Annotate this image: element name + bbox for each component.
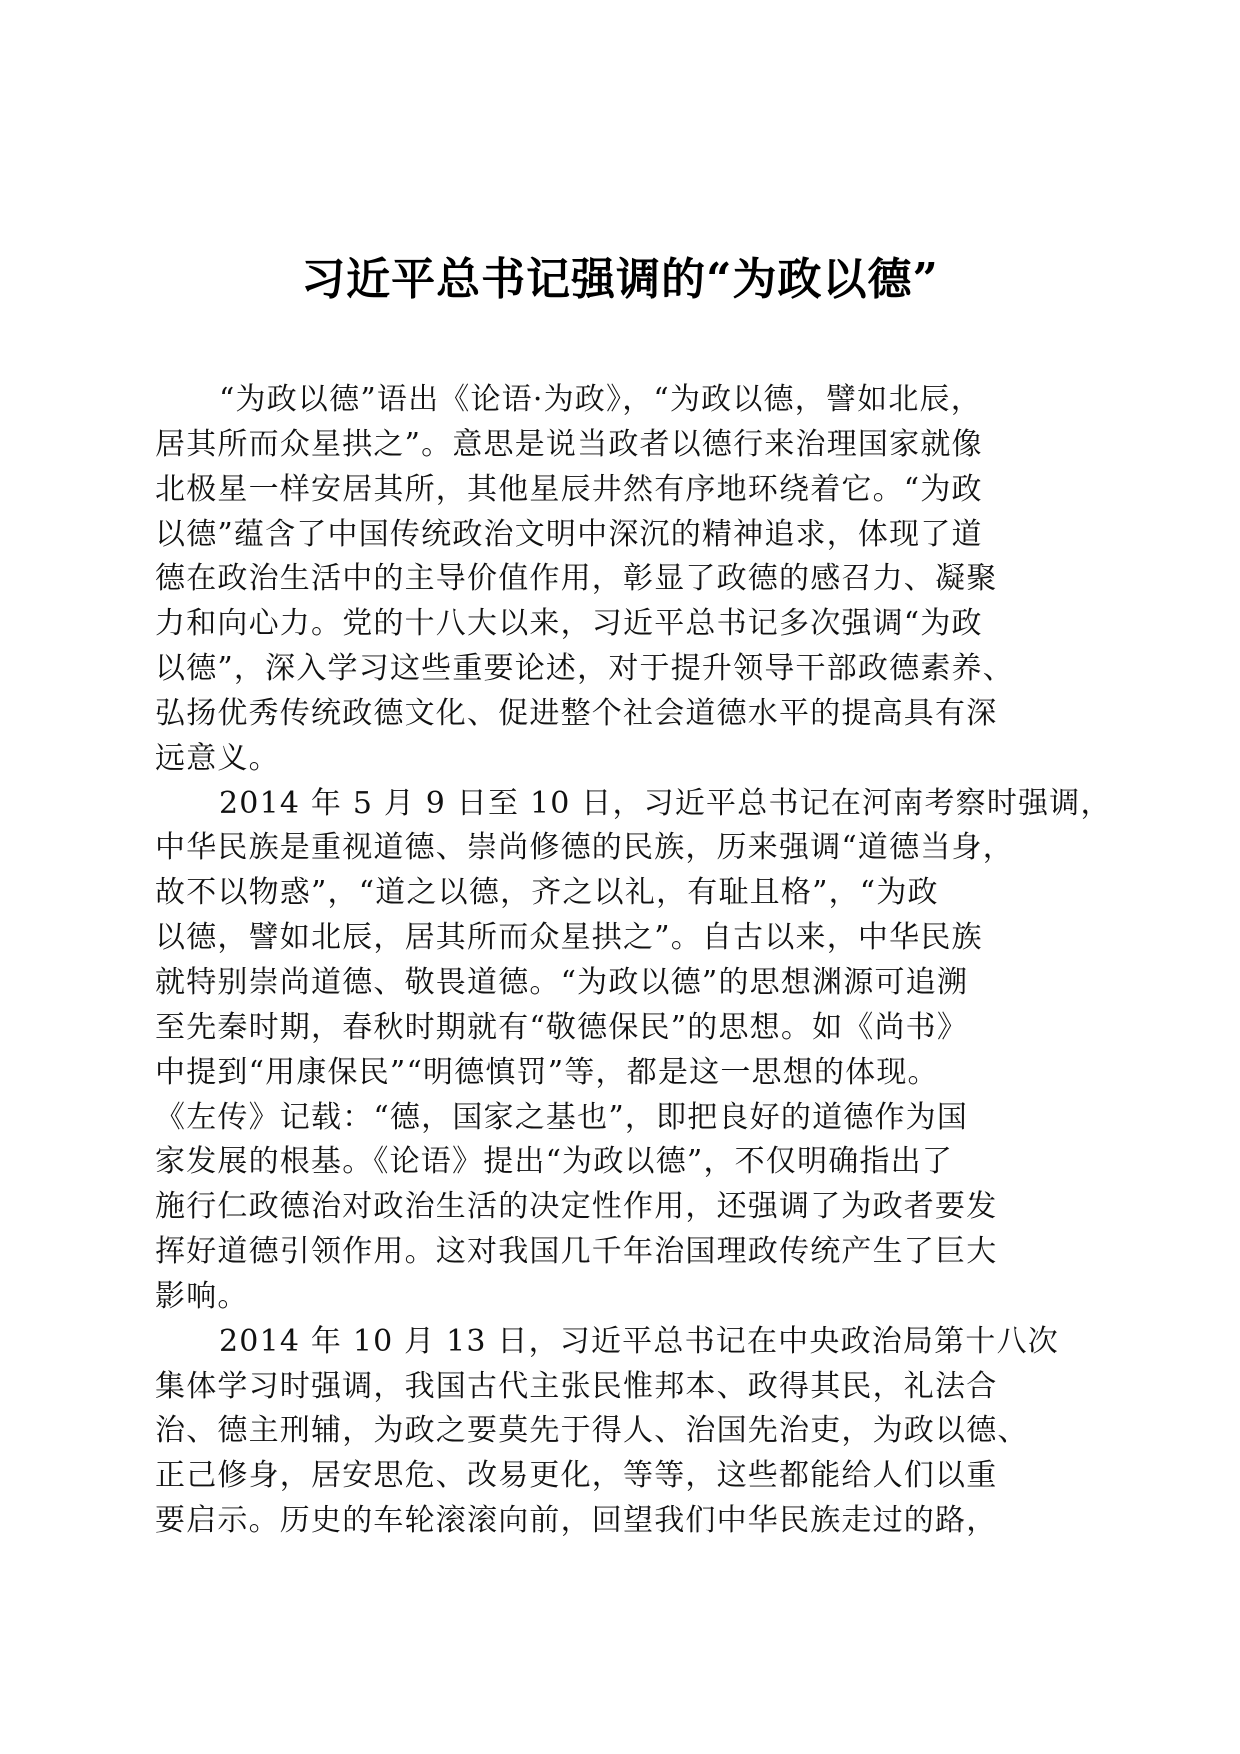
text-line: 故不以物惑”，“道之以德，齐之以礼，有耻且格”，“为政: [155, 875, 939, 911]
text-line: 治、德主刑辅，为政之要莫先于得人、治国先治吏，为政以德、: [155, 1413, 1029, 1449]
text-line: 远意义。: [155, 740, 280, 776]
text-line: 弘扬优秀传统政德文化、促进整个社会道德水平的提高具有深: [155, 695, 998, 731]
text-line: 中华民族是重视道德、崇尚修德的民族，历来强调“道德当身，: [155, 830, 1014, 866]
text-line: 以德，譬如北辰，居其所而众星拱之”。自古以来，中华民族: [155, 920, 983, 956]
text-line: 至先秦时期，春秋时期就有“敬德保民”的思想。如《尚书》: [155, 1009, 969, 1045]
document-body: [155, 378, 1112, 1544]
text-line: 2014 年 5 月 9 日至 10 日，习近平总书记在河南考察时强调，: [219, 785, 1112, 821]
text-line: 中提到“用康保民”“明德慎罚”等，都是这一思想的体现。: [155, 1054, 939, 1090]
text-line: 要启示。历史的车轮滚滚向前，回望我们中华民族走过的路，: [155, 1503, 998, 1539]
text-line: 力和向心力。党的十八大以来，习近平总书记多次强调“为政: [155, 606, 983, 642]
text-line: 挥好道德引领作用。这对我国几千年治国理政传统产生了巨大: [155, 1234, 998, 1270]
text-line: 居其所而众星拱之”。意思是说当政者以德行来治理国家就像: [155, 426, 983, 462]
text-line: 施行仁政德治对政治生活的决定性作用，还强调了为政者要发: [155, 1189, 998, 1225]
text-line: 以德”蕴含了中国传统政治文明中深沉的精神追求，体现了道: [155, 516, 983, 552]
document-title: 习近平总书记强调的“为政以德”: [301, 254, 939, 305]
paragraph-3: [155, 1320, 1085, 1544]
text-line: 影响。: [155, 1278, 249, 1314]
text-line: 2014 年 10 月 13 日，习近平总书记在中央政治局第十八次: [219, 1323, 1059, 1359]
text-line: “为政以德”语出《论语·为政》，“为政以德，譬如北辰，: [219, 382, 982, 417]
text-line: 以德”，深入学习这些重要论述，对于提升领导干部政德素养、: [155, 651, 1014, 687]
text-line: 德在政治生活中的主导价值作用，彰显了政德的感召力、凝聚: [155, 561, 998, 597]
text-line: 家发展的根基。《论语》提出“为政以德”，不仅明确指出了: [155, 1144, 954, 1180]
text-line: 北极星一样安居其所，其他星辰井然有序地环绕着它。“为政: [155, 471, 983, 507]
text-line: 正己修身，居安思危、改易更化，等等，这些都能给人们以重: [155, 1458, 998, 1494]
paragraph-2: [155, 782, 1112, 1320]
paragraph-1: [155, 378, 1085, 782]
text-line: 《左传》记载：“德，国家之基也”，即把良好的道德作为国: [155, 1099, 969, 1135]
text-line: 集体学习时强调，我国古代主张民惟邦本、政得其民，礼法合: [155, 1368, 998, 1404]
text-line: 就特别崇尚道德、敬畏道德。“为政以德”的思想渊源可追溯: [155, 964, 969, 1000]
